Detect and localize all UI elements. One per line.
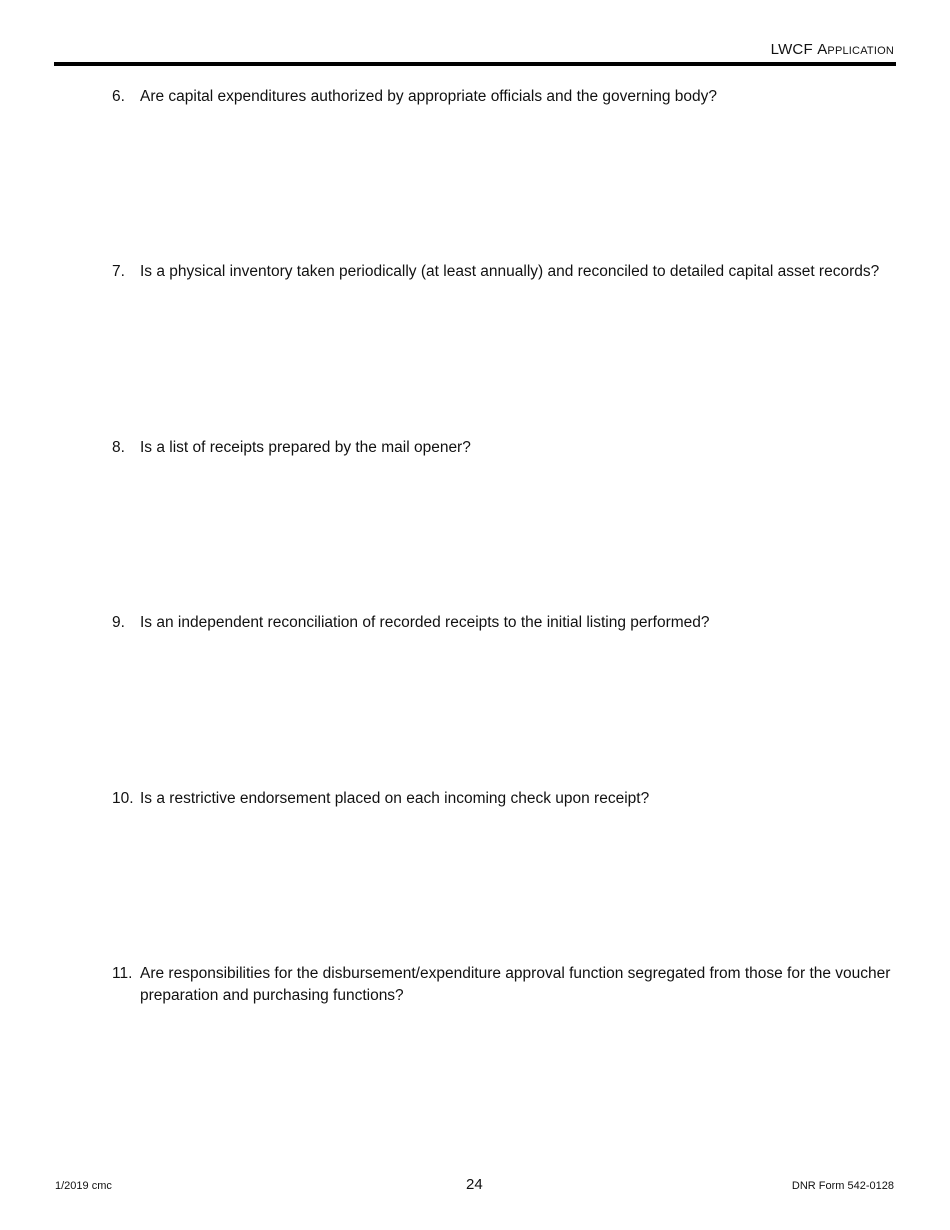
question-8	[112, 437, 892, 459]
question-number: 10.	[112, 790, 134, 807]
footer-form-number: DNR Form 542-0128	[791, 1180, 894, 1192]
question-number: 7.	[112, 263, 125, 280]
question-text: Is an independent reconciliation of recorded receipts to the initial listing performed?	[140, 614, 710, 631]
page-header-title	[771, 41, 894, 58]
question-text: Is a restrictive endorsement placed on each incoming check upon receipt?	[140, 790, 650, 807]
question-number: 9.	[112, 614, 125, 631]
question-9	[112, 612, 892, 634]
question-text: Are responsibilities for the disbursement/expenditure approval function segregated from those for the voucher preparation and purchasing functions?	[140, 965, 891, 1004]
header-title-main: LWCF	[770, 41, 818, 58]
question-text: Are capital expenditures authorized by appropriate officials and the governing body?	[140, 88, 718, 105]
question-10	[112, 788, 892, 810]
question-7	[112, 261, 892, 283]
question-text: Is a list of receipts prepared by the mail opener?	[140, 439, 471, 456]
question-6	[112, 86, 892, 108]
question-number: 11.	[112, 965, 133, 982]
question-11	[112, 963, 892, 1007]
question-number: 8.	[112, 439, 125, 456]
header-title-smallcaps: Application	[817, 41, 894, 58]
footer-page-number: 24	[466, 1176, 483, 1193]
question-number: 6.	[112, 88, 125, 105]
footer-revision-date: 1/2019 cmc	[55, 1180, 112, 1192]
question-text: Is a physical inventory taken periodically (at least annually) and reconciled to detailed capital asset records?	[140, 263, 880, 280]
header-divider	[54, 62, 896, 66]
